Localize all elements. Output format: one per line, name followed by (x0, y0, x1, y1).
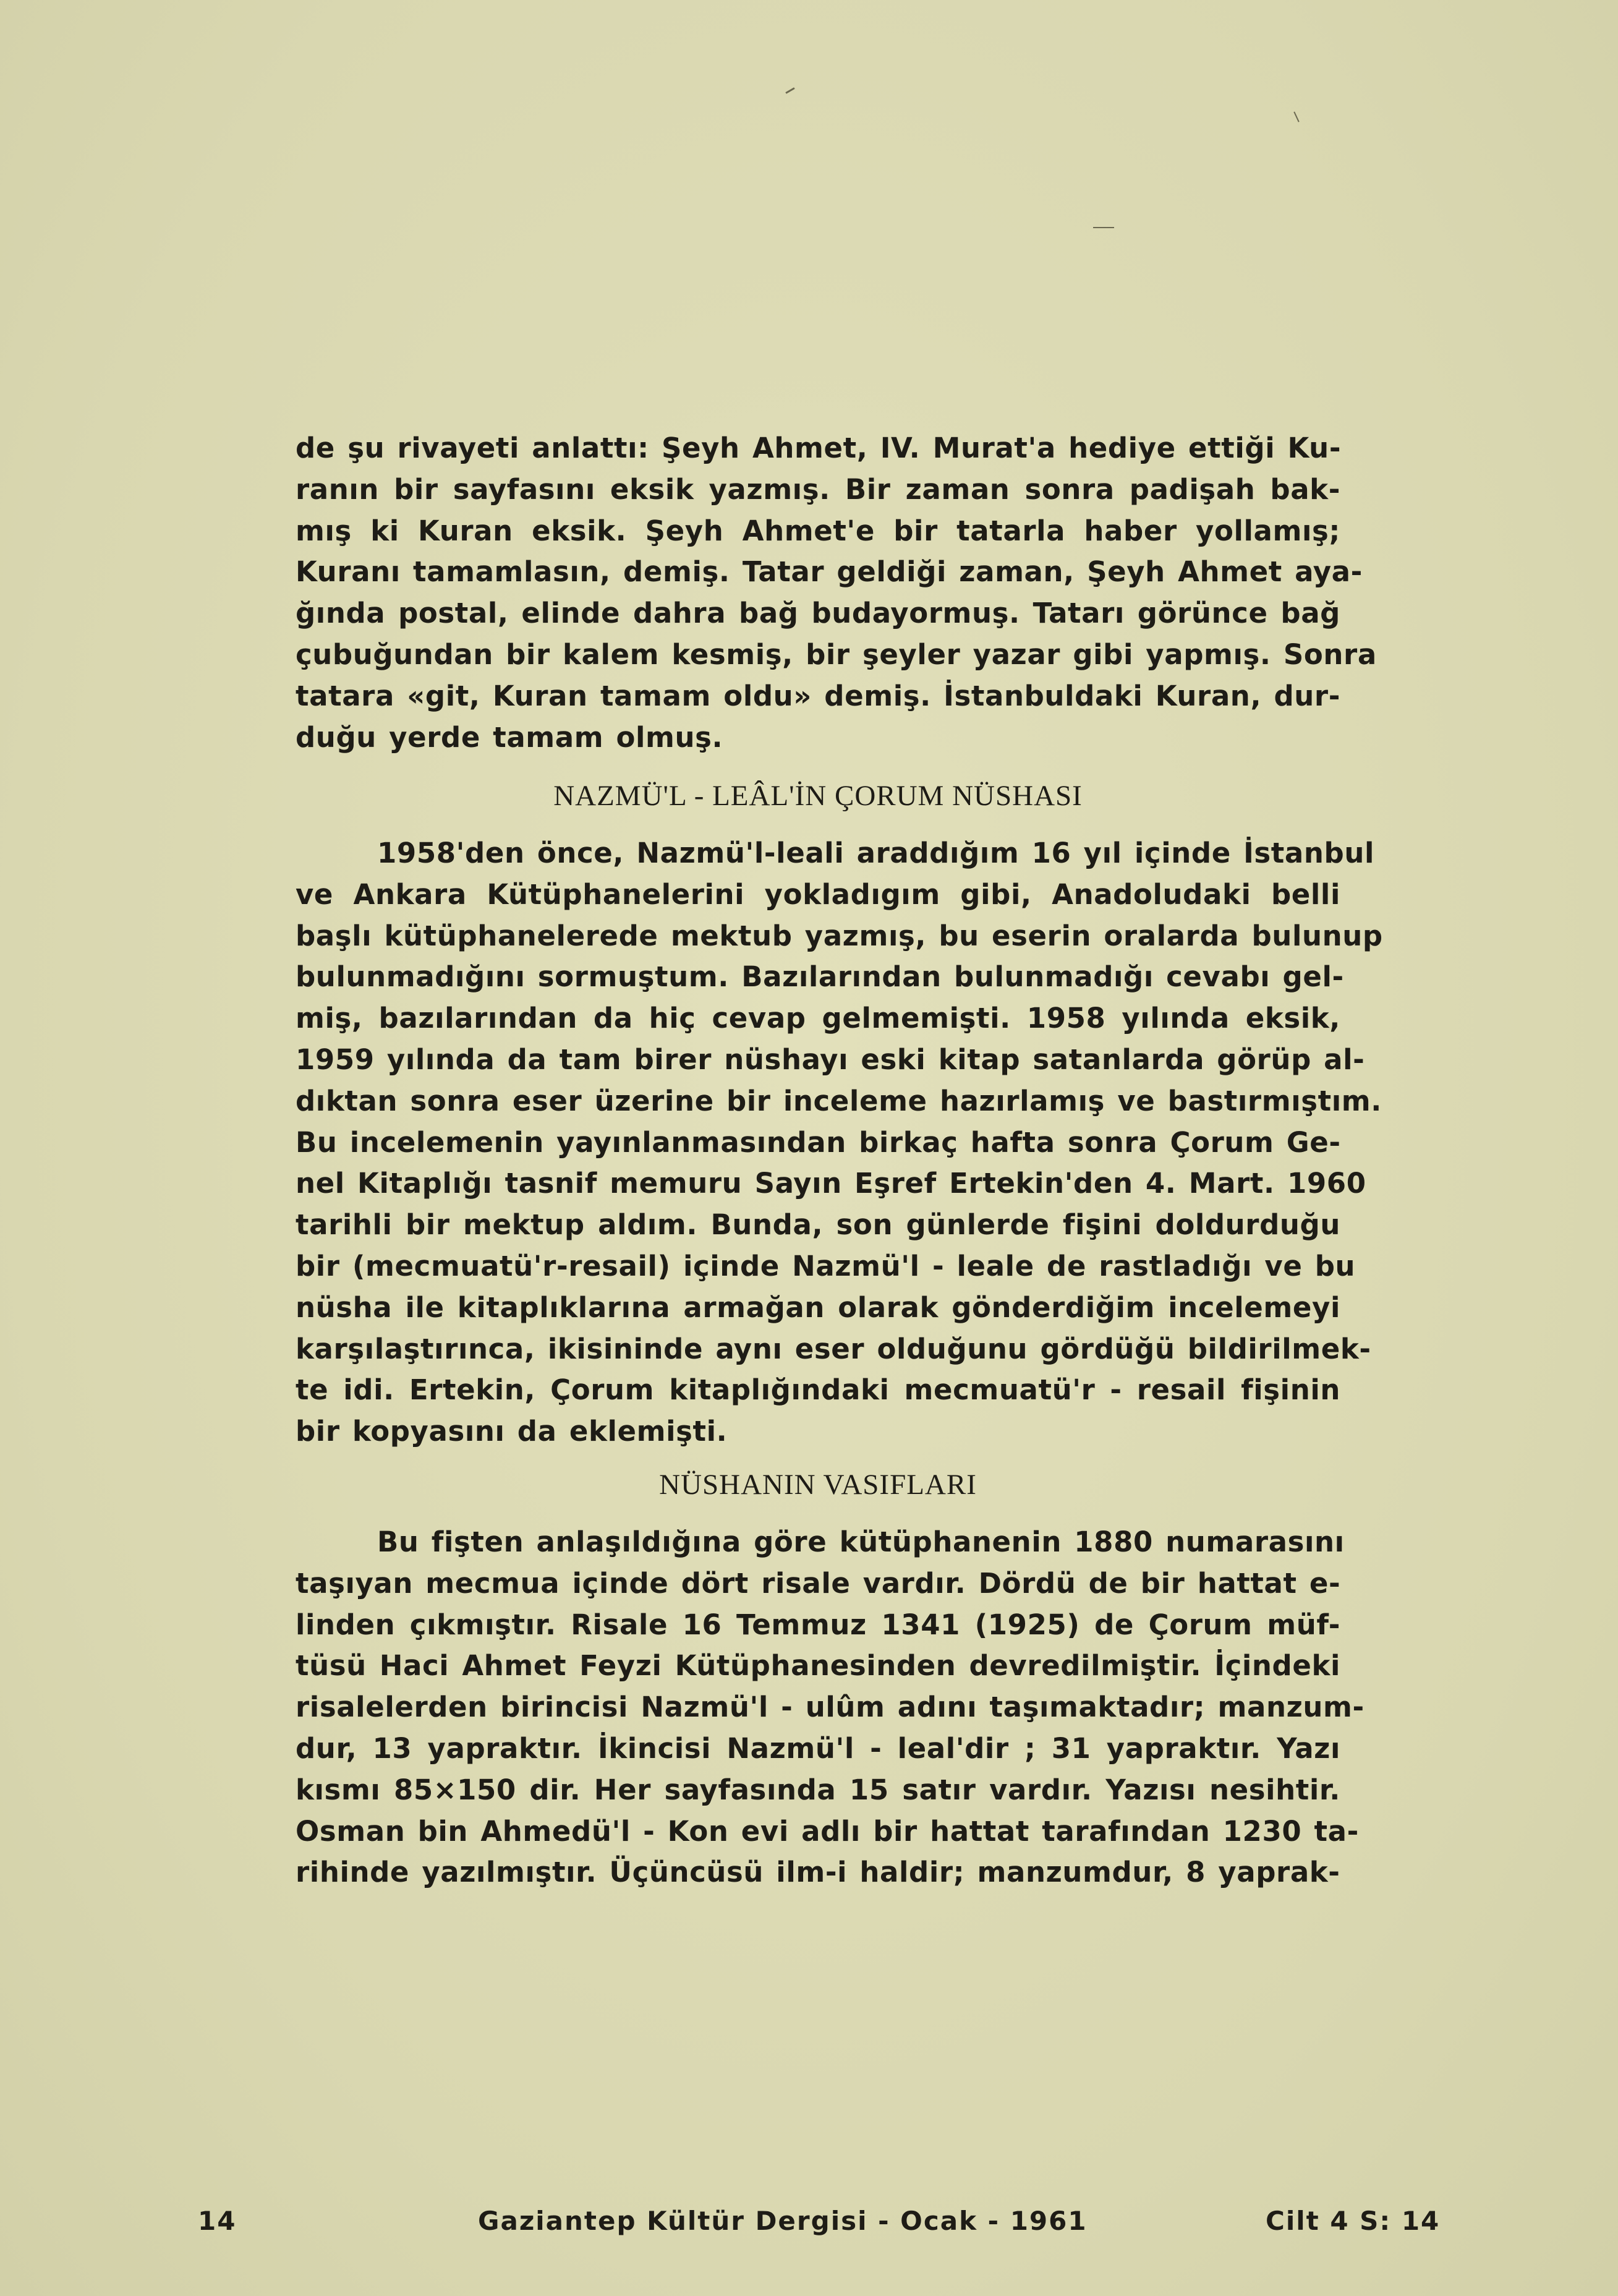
text-line: mış ki Kuran eksik. Şeyh Ahmet'e bir tatarla haber yollamış; (296, 514, 1340, 547)
text-line: karşılaştırınca, ikisininde aynı eser olduğunu gördüğü bildirilmek- (296, 1332, 1371, 1365)
paragraph-text (296, 428, 1377, 758)
paragraph-3 (296, 1522, 1365, 1893)
text-line: duğu yerde tamam olmuş. (296, 720, 723, 754)
text-line: nüsha ile kitaplıklarına armağan olarak gönderdiğim incelemeyi (296, 1291, 1340, 1324)
text-line: de şu rivayeti anlattı: Şeyh Ahmet, IV. Murat'a hediye ettiği Ku- (296, 432, 1342, 464)
text-line: taşıyan mecmua içinde dört risale vardır. Dördü de bir hattat e- (296, 1566, 1341, 1600)
text-line: tüsü Haci Ahmet Feyzi Kütüphanesinden devredilmiştir. İçindeki (296, 1649, 1340, 1683)
text-line: 1959 yılında da tam birer nüshayı eski kitap satanlarda görüp al- (296, 1043, 1365, 1076)
volume-issue: Cilt 4 S: 14 (1266, 2206, 1441, 2236)
text-line: çubuğundan bir kalem kesmiş, bir şeyler yazar gibi yapmış. Sonra (296, 638, 1377, 671)
text-line: kısmı 85×150 dir. Her sayfasında 15 satır vardır. Yazısı nesihtir. (296, 1773, 1340, 1806)
text-line: nel Kitaplığı tasnif memuru Sayın Eşref Ertekin'den 4. Mart. 1960 (296, 1167, 1366, 1200)
text-line: risalelerden birincisi Nazmü'l - ulûm adını taşımaktadır; manzum- (296, 1691, 1365, 1724)
text-line: dur, 13 yapraktır. İkincisi Nazmü'l - leal'dir ; 31 yapraktır. Yazı (296, 1731, 1340, 1765)
text-line: bir (mecmuatü'r-resail) içinde Nazmü'l - leale de rastladığı ve bu (296, 1249, 1356, 1282)
text-line: Kuranı tamamlasın, demiş. Tatar geldiği zaman, Şeyh Ahmet aya- (296, 555, 1363, 589)
text-line: ğında postal, elinde dahra bağ budayormuş. Tatarı görünce bağ (296, 597, 1340, 630)
text-line: dıktan sonra eser üzerine bir inceleme hazırlamış ve bastırmıştım. (296, 1084, 1382, 1117)
text-line: miş, bazılarından da hiç cevap gelmemişti. 1958 yılında eksik, (296, 1002, 1340, 1035)
text-line: Bu incelemenin yayınlanmasından birkaç hafta sonra Çorum Ge- (296, 1125, 1341, 1159)
text-line: 1958'den önce, Nazmü'l-leali araddığım 16 yıl içinde İstanbul (377, 837, 1374, 869)
paper-speck (785, 87, 794, 94)
paper-speck (1293, 111, 1299, 122)
paper-speck (1093, 227, 1114, 228)
heading-corum-copy: NAZMÜ'L - LEÂL'İN ÇORUM NÜSHASI (553, 780, 1083, 812)
text-line: tatara «git, Kuran tamam oldu» demiş. İstanbuldaki Kuran, dur- (296, 679, 1340, 712)
paragraph-text (296, 833, 1383, 1453)
text-line: linden çıkmıştır. Risale 16 Temmuz 1341 (1925) de Çorum müf- (296, 1608, 1340, 1641)
text-line: başlı kütüphanelerede mektub yazmış, bu eserin oralarda bulunup (296, 919, 1383, 952)
page-number: 14 (198, 2206, 237, 2236)
paragraph-text (296, 1522, 1365, 1893)
journal-title: Gaziantep Kültür Dergisi - Ocak - 1961 (478, 2206, 1088, 2236)
text-line: ranın bir sayfasını eksik yazmış. Bir zaman sonra padişah bak- (296, 472, 1340, 506)
paragraph-1 (296, 428, 1377, 758)
text-line: Osman bin Ahmedü'l - Kon evi adlı bir hattat tarafından 1230 ta- (296, 1814, 1359, 1848)
heading-copy-features: NÜSHANIN VASIFLARI (659, 1469, 977, 1501)
text-line: tarihli bir mektup aldım. Bunda, son günlerde fişini doldurduğu (296, 1208, 1340, 1242)
paragraph-2 (296, 833, 1383, 1453)
text-line: bir kopyasını da eklemişti. (296, 1415, 728, 1448)
text-line: Bu fişten anlaşıldığına göre kütüphanenin 1880 numarasını (377, 1526, 1345, 1558)
text-line: rihinde yazılmıştır. Üçüncüsü ilm-i haldir; manzumdur, 8 yaprak- (296, 1856, 1340, 1889)
text-line: bulunmadığını sormuştum. Bazılarından bulunmadığı cevabı gel- (296, 960, 1344, 994)
text-line: te idi. Ertekin, Çorum kitaplığındaki mecmuatü'r - resail fişinin (296, 1373, 1340, 1407)
text-line: ve Ankara Kütüphanelerini yokladıgım gibi, Anadoludaki belli (296, 877, 1340, 911)
